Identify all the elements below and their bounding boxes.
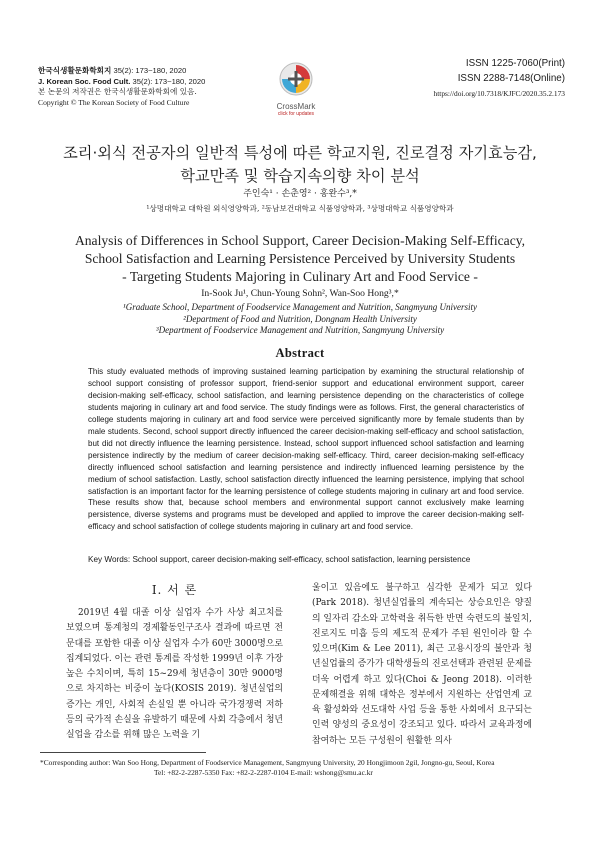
crossmark-label: CrossMark [276, 102, 316, 111]
authors-english: In-Sook Ju¹, Chun-Young Sohn², Wan-Soo Hong³,* [201, 288, 399, 299]
title-english [40, 232, 560, 286]
journal-citation-en [38, 77, 288, 88]
body-column-left: 2019년 4월 대졸 이상 실업자 수가 사상 최고치를 보였으며 통계청의 경제활동인구조사 결과에 따르면 전문대를 포함한 대졸 이상 실업자 수가 60만 3000명으로 집계되었다. 이는 관련 통계를 작성한 1999년 이후 가장 높은 수치이며, 특히 15~29세 청년층이 30만 9000명으로 차지하는 비중이 높다(KOSIS 2019). 청년실업의 증가는 개인, 사회적 손실일 뿐 아니라 국가경쟁력 저하 등의 국가적 손실을 유발하기 때문에 사회 각층에서 청년실업을 감소를 위해 많은 노력을 기 [66, 608, 283, 740]
title-en-line3: - Targeting Students Majoring in Culinary Art and Food Service - [122, 269, 478, 284]
title-kr-line2: 학교만족 및 학습지속의향 차이 분석 [180, 167, 420, 185]
abstract-heading: Abstract [275, 346, 325, 360]
copyright-en: Copyright © The Korean Society of Food Culture [38, 97, 190, 107]
keywords [88, 555, 524, 564]
footnote-divider [40, 752, 206, 753]
doi-link[interactable]: https://doi.org/10.7318/KJFC/2020.35.2.173 [433, 89, 565, 98]
affiliations-korean: ¹상명대학교 대학원 외식영양학과, ²동남보건대학교 식품영양학과, ³상명대학교 식품영양학과 [146, 204, 454, 213]
crossmark-sub: click for updates [277, 111, 315, 117]
keywords-list: School support, career decision-making self-efficacy, school satisfaction, learning persistence [130, 555, 471, 564]
affiliation-1: ¹Graduate School, Department of Foodservice Management and Nutrition, Sangmyung University [123, 302, 477, 312]
footnote-line2: Tel: +82-2-2287-5350 Fax: +82-2-2287-0104 E-mail: wshong@smu.ac.kr [154, 768, 373, 777]
journal-name-en: J. Korean Soc. Food Cult. [38, 76, 131, 86]
crossmark-badge[interactable] [256, 62, 336, 117]
crossmark-icon [279, 62, 313, 96]
title-en-line1: Analysis of Differences in School Support, Career Decision-Making Self-Efficacy, [74, 233, 526, 248]
title-korean [30, 142, 570, 188]
copyright-kr: 본 논문의 저작권은 한국식생활문화학회에 있음. [38, 87, 197, 97]
issn-print: ISSN 1225-7060(Print) [465, 58, 565, 69]
authors-korean: 주인숙¹ · 손춘영² · 홍완수³,* [243, 189, 357, 199]
affiliations-english [40, 302, 560, 337]
title-en-line2: School Satisfaction and Learning Persistence Perceived by University Students [84, 251, 516, 266]
corresponding-author-footnote [40, 758, 560, 778]
issn-online: ISSN 2288-7148(Online) [457, 73, 565, 84]
affiliation-2: ²Department of Food and Nutrition, Dongnam Health University [183, 313, 417, 324]
citation-en: 35(2): 173~180, 2020 [130, 76, 206, 86]
citation-kr: 35(2): 173~180, 2020 [111, 66, 187, 75]
journal-name-kr: 한국식생활문화학회지 [38, 66, 112, 75]
title-kr-line1: 조리·외식 전공자의 일반적 특성에 따른 학교지원, 진로결정 자기효능감, [63, 144, 537, 162]
journal-citation-kr [38, 66, 288, 77]
issn-block [390, 56, 565, 101]
body-column-right: 울이고 있음에도 불구하고 심각한 문제가 되고 있다(Park 2018). 청년실업률의 계속되는 상승요인은 양질의 일자리 감소와 고학력을 취득한 반면 숙련도의 불일치, 진로지도 미흡 등의 제도적 문제가 주된 원인이라 할 수 있으며(Kim & Lee 2011), 최근 고용시장의 불안과 청년실업률의 증가가 대학생들의 진로선택과 관련된 문제를 더욱 어렵게 하고 있다(Choi & Jeong 2018). 이러한 문제해결을 위해 대학은 정부에서 지원하는 산업연계 교육 활성화와 선도대학 사업 등을 통한 사회에서 요구되는 인력 양성의 중요성이 강조되고 있다. 따라서 교육과정에 참여하는 모든 구성원이 원활한 의사 [312, 583, 532, 746]
keywords-label: Key Words: [88, 555, 131, 564]
affiliation-3: ³Department of Foodservice Management and Nutrition, Sangmyung University [155, 325, 445, 336]
section-heading-intro: Ⅰ. 서 론 [151, 583, 198, 597]
footnote-line1: *Corresponding author: Wan Soo Hong, Department of Foodservice Management, Sangmyung University, 20 Hongjimoon 2gil, Jongno-gu, Seoul, Korea [40, 758, 495, 767]
abstract-text: This study evaluated methods of improving sustained learning participation by examining the structural relationship of school support consisting of professor support, friend-senior support and educational environment support, career decision-making self-efficacy, school satisfaction, and learning persistence depending on the characteristics of college students majoring in culinary art and food service. The study findings were as follows. First, the general characteristics of college students majoring in culinary art and food service were perceived significantly more by female students than by male students. Second, school support directly influenced the career decision-making self-efficacy and school satisfaction, but did not directly influence the learning persistence. Instead, school support influenced school satisfaction and learning persistence indirectly by the medium of career decision-making self-efficacy. Third, career decision-making self-efficacy directly influenced school satisfaction and learning persistence and indirectly influenced learning persistence by the medium of school satisfaction. Lastly, school satisfaction directly influenced the learning persistence, implying that school satisfaction is an important factor for the learning persistence of college students majoring in culinary art and food service. These results show that, because school members and environmental support cannot exclusively make learning persistence, diverse systems and programs must be developed and applied to improve the career decision-making self-efficacy and school satisfaction of college students majoring in culinary art and food service. [88, 367, 524, 532]
journal-header [38, 66, 288, 108]
